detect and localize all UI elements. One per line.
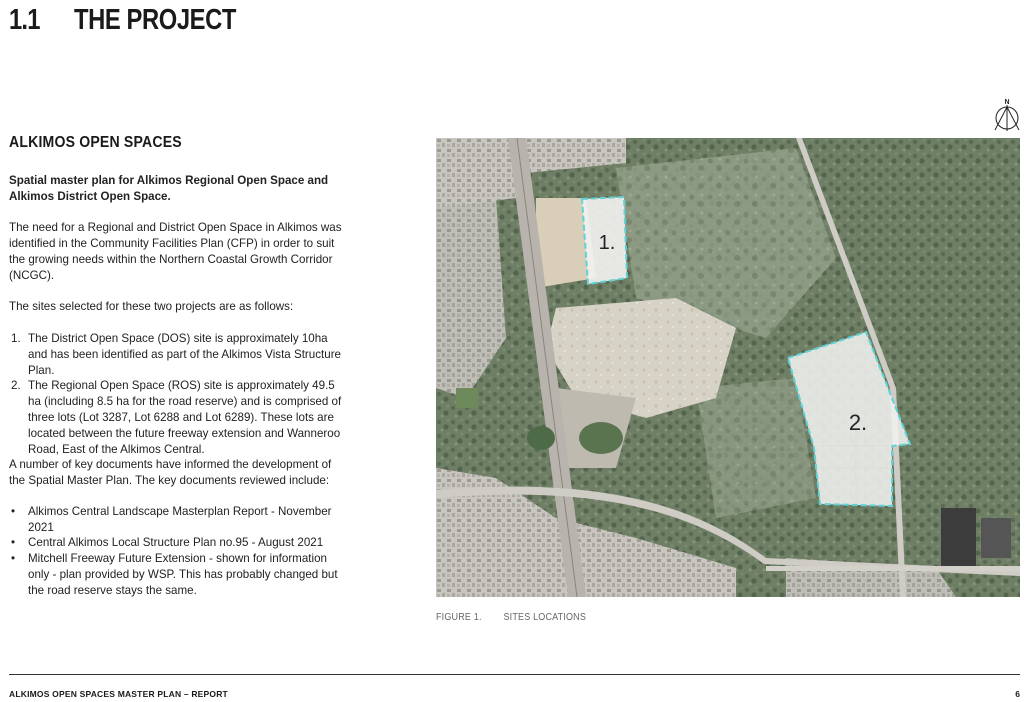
list-item-text: The District Open Space (DOS) site is approximately 10ha and has been identified as part of the Alkimos Vista Structure Plan. xyxy=(28,331,342,377)
list-item xyxy=(9,331,349,378)
body-text xyxy=(9,173,349,599)
bullet: • xyxy=(11,504,16,518)
documents-list xyxy=(9,504,349,599)
list-item-text: Central Alkimos Local Structure Plan no.95 - August 2021 xyxy=(28,536,324,550)
sites-list xyxy=(9,331,349,457)
list-item-text: The Regional Open Space (ROS) site is approximately 49.5 ha (including 8.5 ha for the road reserve) and is comprised of three lots (Lot 3287, Lot 6288 and Lot 6289). These lots are located between the future freeway extension and Wanneroo Road, East of the Alkimos Central. xyxy=(28,379,342,456)
list-item-text: Mitchell Freeway Future Extension - shown for information only - plan provided by WSP. This has probably changed but the road reserve stays the same. xyxy=(28,552,338,597)
bullet: • xyxy=(11,536,16,550)
list-item xyxy=(9,504,349,536)
figure-caption xyxy=(436,612,586,623)
list-number: 1. xyxy=(11,331,21,345)
site-2-label: 2. xyxy=(848,410,868,435)
footer-divider xyxy=(9,674,1020,675)
north-label: N xyxy=(1004,99,1010,106)
site-1-label: 1. xyxy=(598,232,616,254)
list-item xyxy=(9,378,349,457)
paragraph: The need for a Regional and District Open Space in Alkimos was identified in the Community Facilities Plan (CFP) in order to suit the growing needs within the Northern Coastal Growth Corridor (NCGC). xyxy=(9,221,342,282)
page-number: 6 xyxy=(1015,689,1020,699)
subheading: ALKIMOS OPEN SPACES xyxy=(9,134,182,151)
list-item xyxy=(9,551,349,598)
north-arrow-icon xyxy=(993,97,1021,133)
lead-paragraph: Spatial master plan for Alkimos Regional Open Space and Alkimos District Open Space. xyxy=(9,174,329,203)
paragraph: The sites selected for these two projects are as follows: xyxy=(9,300,294,314)
paragraph: A number of key documents have informed the development of the Spatial Master Plan. The key documents reviewed include: xyxy=(9,458,332,488)
page-title: THE PROJECT xyxy=(74,4,236,36)
list-item xyxy=(9,535,349,551)
section-number: 1.1 xyxy=(9,4,40,36)
figure-title: SITES LOCATIONS xyxy=(503,612,587,623)
figure-number: FIGURE 1. xyxy=(436,612,482,623)
aerial-site-map xyxy=(436,138,1020,597)
bullet: • xyxy=(11,552,16,566)
footer-report-title: ALKIMOS OPEN SPACES MASTER PLAN – REPORT xyxy=(9,689,228,699)
list-item-text: Alkimos Central Landscape Masterplan Report - November 2021 xyxy=(28,504,332,534)
list-number: 2. xyxy=(11,379,21,393)
